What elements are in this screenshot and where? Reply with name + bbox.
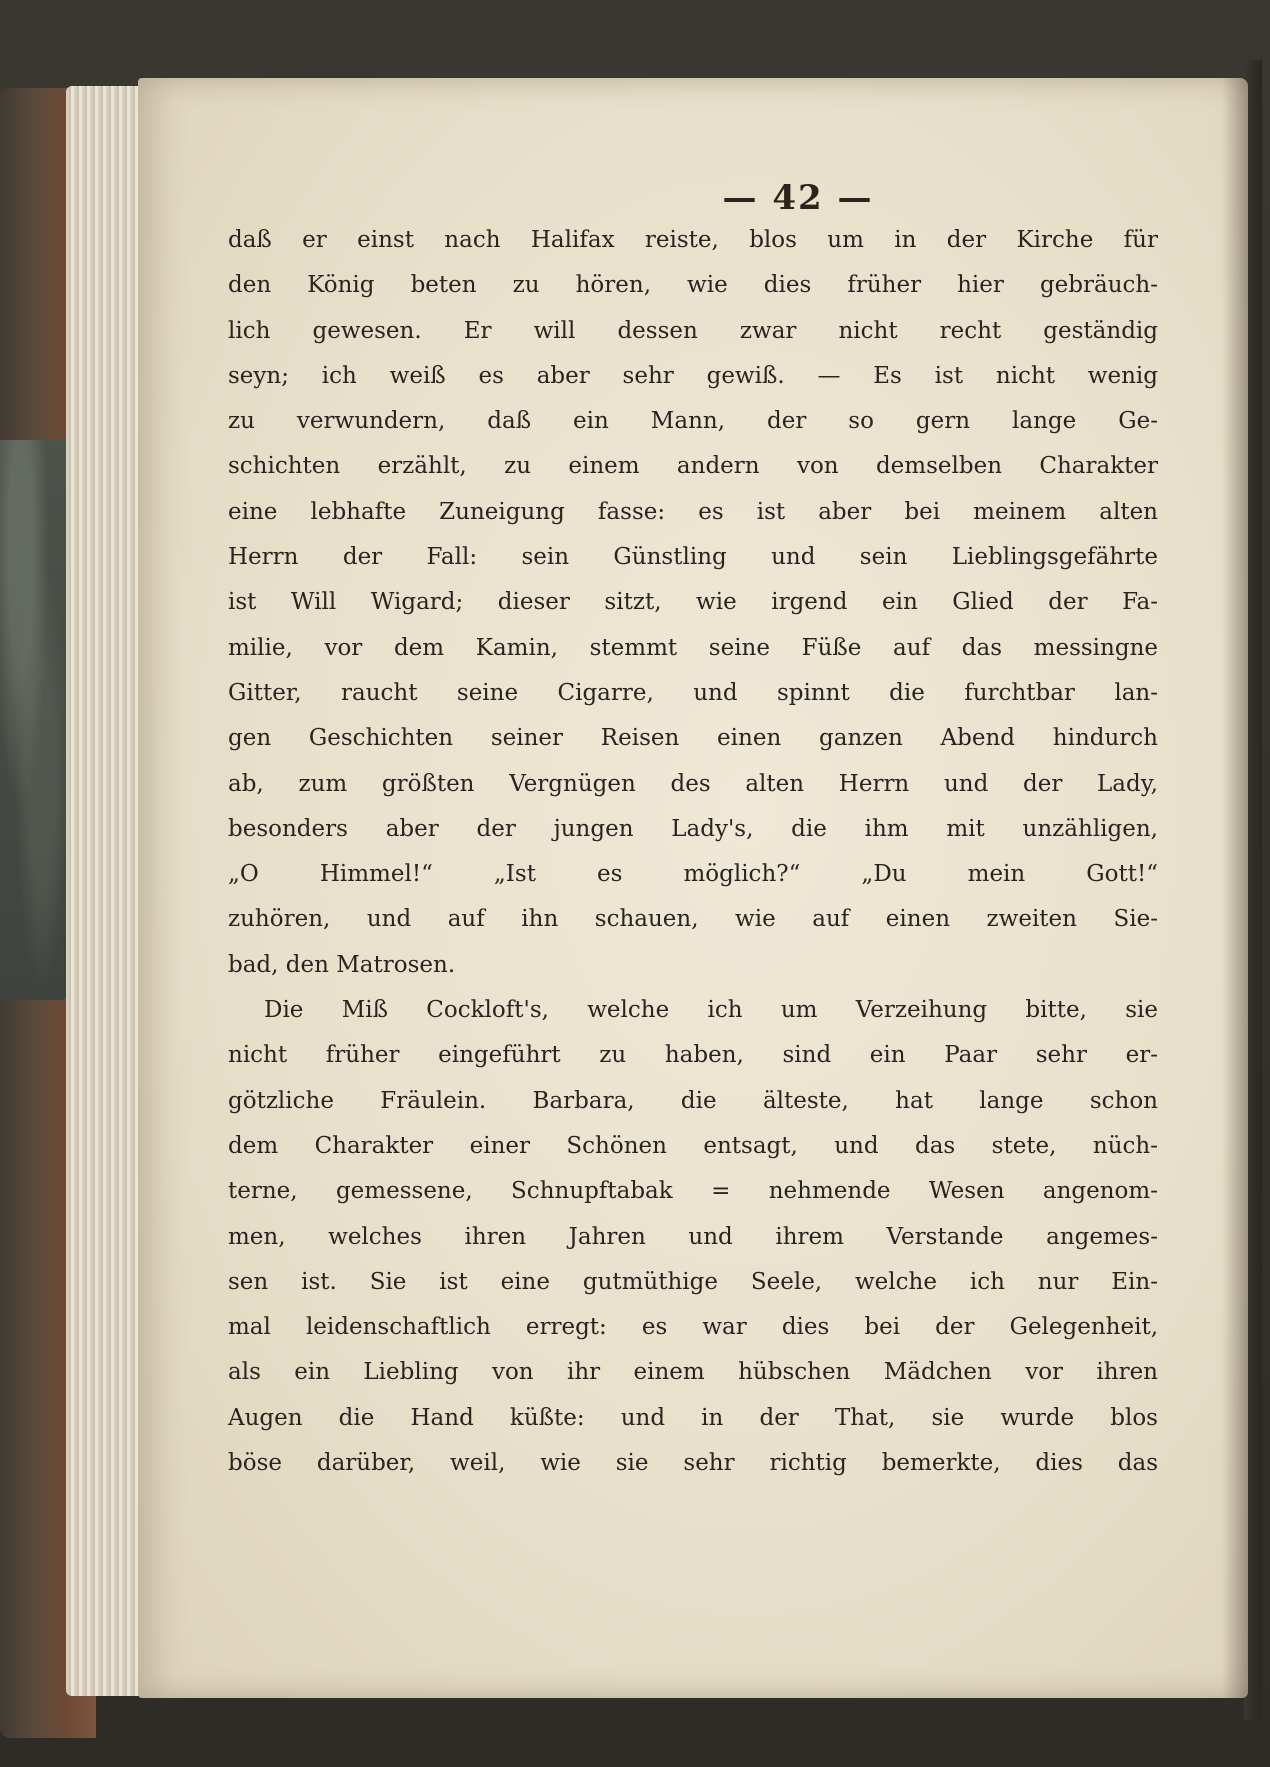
text-line: sen ist. Sie ist eine gutmüthige Seele, welche ich nur Ein- [228,1268,1158,1295]
text-line: ist Will Wigard; dieser sitzt, wie irgend ein Glied der Fa- [228,589,1158,616]
text-line: Die Miß Cockloft's, welche ich um Verzeihung bitte, sie [264,997,1158,1024]
text-line: seyn; ich weiß es aber sehr gewiß. — Es ist nicht wenig [228,362,1158,389]
text-line: „O Himmel!“ „Ist es möglich?“ „Du mein Gott!“ [228,861,1158,888]
text-line: milie, vor dem Kamin, stemmt seine Füße auf das messingne [228,634,1158,661]
page-edges [66,86,146,1696]
text-line: schichten erzählt, zu einem andern von demselben Charakter [228,453,1158,480]
text-line: bad, den Matrosen. [228,951,456,978]
text-line: lich gewesen. Er will dessen zwar nicht recht geständig [228,317,1158,344]
text-line: zuhören, und auf ihn schauen, wie auf einen zweiten Sie- [228,906,1158,933]
text-line: terne, gemessene, Schnupftabak = nehmende Wesen angenom- [228,1178,1158,1205]
text-line: besonders aber der jungen Lady's, die ihm mit unzähligen, [228,815,1158,842]
text-line: nicht früher eingeführt zu haben, sind ein Paar sehr er- [228,1042,1158,1069]
text-line: den König beten zu hören, wie dies früher hier gebräuch- [228,272,1158,299]
text-line: als ein Liebling von ihr einem hübschen Mädchen vor ihren [228,1359,1158,1386]
text-line: zu verwundern, daß ein Mann, der so gern lange Ge- [228,408,1158,435]
text-line: men, welches ihren Jahren und ihrem Verstande angemes- [228,1223,1158,1250]
text-line: Augen die Hand küßte: und in der That, sie wurde blos [228,1404,1158,1431]
book-cover-marbled-paper [0,440,70,1000]
text-line: böse darüber, weil, wie sie sehr richtig bemerkte, dies das [228,1450,1158,1477]
text-line: daß er einst nach Halifax reiste, blos um in der Kirche für [228,227,1158,253]
text-line: Gitter, raucht seine Cigarre, und spinnt die furchtbar lan- [228,679,1158,706]
page-gutter-shadow [1222,78,1248,1698]
text-line: mal leidenschaftlich erregt: es war dies bei der Gelegenheit, [228,1314,1158,1341]
text-line: dem Charakter einer Schönen entsagt, und das stete, nüch- [228,1132,1158,1159]
text-line: götzliche Fräulein. Barbara, die älteste, hat lange schon [228,1087,1158,1114]
text-line: ab, zum größten Vergnügen des alten Herrn und der Lady, [228,770,1158,797]
text-line: gen Geschichten seiner Reisen einen ganzen Abend hindurch [228,725,1158,752]
book-page [138,78,1248,1698]
page-body-text [228,218,1158,1486]
text-line: eine lebhafte Zuneigung fasse: es ist aber bei meinem alten [228,498,1158,525]
text-line: Herrn der Fall: sein Günstling und sein Lieblingsgefährte [228,544,1158,571]
page-number: — 42 — [722,178,874,218]
